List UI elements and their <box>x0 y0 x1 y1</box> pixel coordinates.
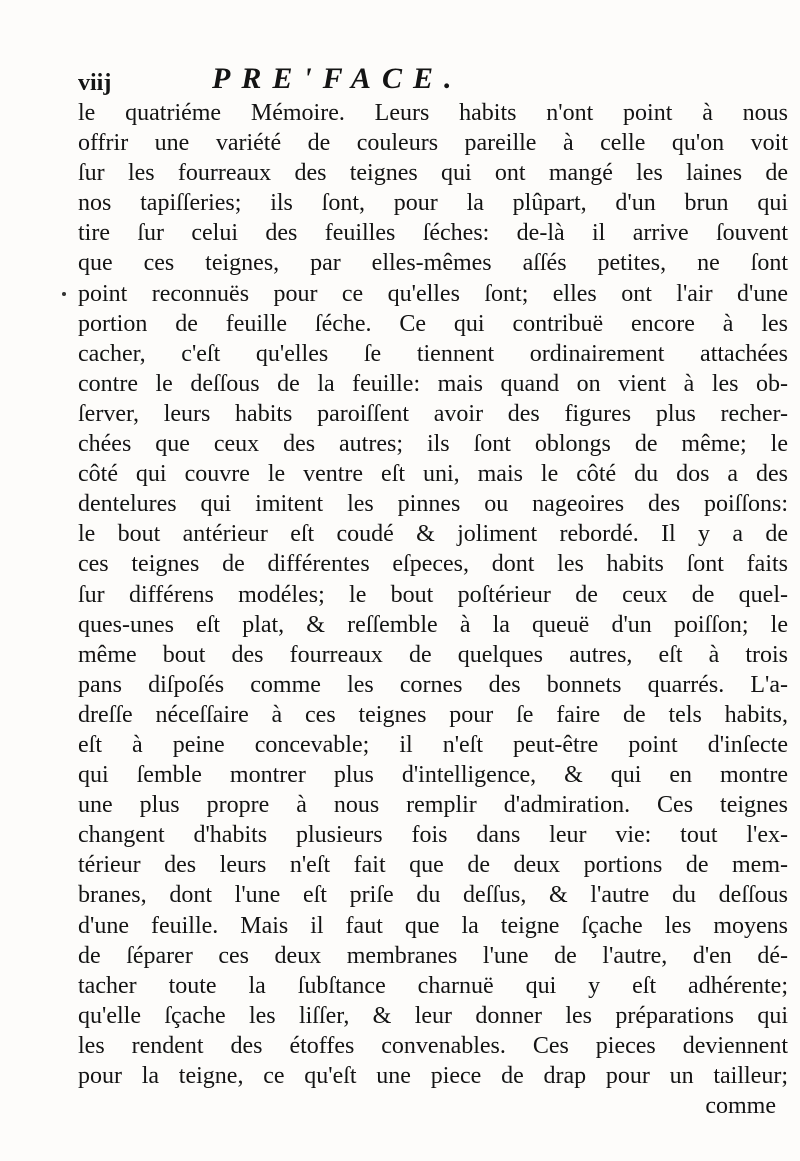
text-line: le quatriéme Mémoire. Leurs habits n'ont point à nous <box>78 100 788 126</box>
text-line: ces teignes de différentes eſpeces, dont les habits ſont faits <box>78 551 788 578</box>
text-line: qu'elle ſçache les liſſer, & leur donner les préparations qui <box>78 1002 788 1029</box>
running-title: PRE'FACE. <box>212 62 463 95</box>
text-line: branes, dont l'une eſt priſe du deſſus, & l'autre du deſſous <box>78 882 788 909</box>
text-line: le bout antérieur eſt coudé & joliment rebordé. Il y a de <box>78 521 788 548</box>
text-line: que ces teignes, par elles-mêmes aſſés petites, ne ſont <box>78 250 788 277</box>
text-line: eſt à peine concevable; il n'eſt peut-être point d'inſecte <box>78 731 788 758</box>
text-line: les rendent des étoffes convenables. Ces pieces deviennent <box>78 1032 788 1059</box>
text-line: chées que ceux des autres; ils ſont oblongs de même; le <box>78 431 788 458</box>
page-number: viij <box>78 70 112 96</box>
text-line: d'une feuille. Mais il faut que la teigne ſçache les moyens <box>78 912 788 939</box>
text-line: ſur différens modéles; le bout poſtérieur de ceux de quel- <box>78 581 788 608</box>
page-header <box>78 62 778 102</box>
text-line: dreſſe néceſſaire à ces teignes pour ſe faire de tels habits, <box>78 701 788 728</box>
text-line: pans diſpoſés comme les cornes des bonnets quarrés. L'a- <box>78 671 788 698</box>
text-line: ſerver, leurs habits paroiſſent avoir des figures plus recher- <box>78 400 788 427</box>
text-line: dentelures qui imitent les pinnes ou nageoires des poiſſons: <box>78 491 788 518</box>
text-line: contre le deſſous de la feuille: mais quand on vient à les ob- <box>78 370 788 397</box>
body-text <box>78 98 788 1121</box>
text-line: nos tapiſſeries; ils ſont, pour la plûpart, d'un brun qui <box>78 190 788 217</box>
text-line: ſur les fourreaux des teignes qui ont mangé les laines de <box>78 160 788 187</box>
text-line: cacher, c'eſt qu'elles ſe tiennent ordinairement attachées <box>78 340 788 367</box>
text-line: même bout des fourreaux de quelques autres, eſt à trois <box>78 641 788 668</box>
text-line: offrir une variété de couleurs pareille à celle qu'on voit <box>78 130 788 157</box>
text-line: côté qui couvre le ventre eſt uni, mais le côté du dos a des <box>78 461 788 488</box>
text-line: point reconnuës pour ce qu'elles ſont; elles ont l'air d'une <box>78 280 788 307</box>
text-line: ques-unes eſt plat, & reſſemble à la queuë d'un poiſſon; le <box>78 611 788 638</box>
text-line: changent d'habits plusieurs fois dans leur vie: tout l'ex- <box>78 822 788 849</box>
text-line: qui ſemble montrer plus d'intelligence, & qui en montre <box>78 762 788 789</box>
text-line: une plus propre à nous remplir d'admiration. Ces teignes <box>78 792 788 819</box>
text-line: comme <box>705 1093 776 1120</box>
text-line: pour la teigne, ce qu'eſt une piece de drap pour un tailleur; <box>78 1063 788 1089</box>
text-line: de ſéparer ces deux membranes l'une de l'autre, d'en dé- <box>78 942 788 969</box>
text-line: tire ſur celui des feuilles ſéches: de-là il arrive ſouvent <box>78 220 788 247</box>
margin-dot <box>62 292 66 296</box>
text-line: tacher toute la ſubſtance charnuë qui y eſt adhérente; <box>78 972 788 999</box>
text-line: térieur des leurs n'eſt fait que de deux portions de mem- <box>78 852 788 879</box>
text-line: portion de feuille ſéche. Ce qui contribuë encore à les <box>78 310 788 337</box>
